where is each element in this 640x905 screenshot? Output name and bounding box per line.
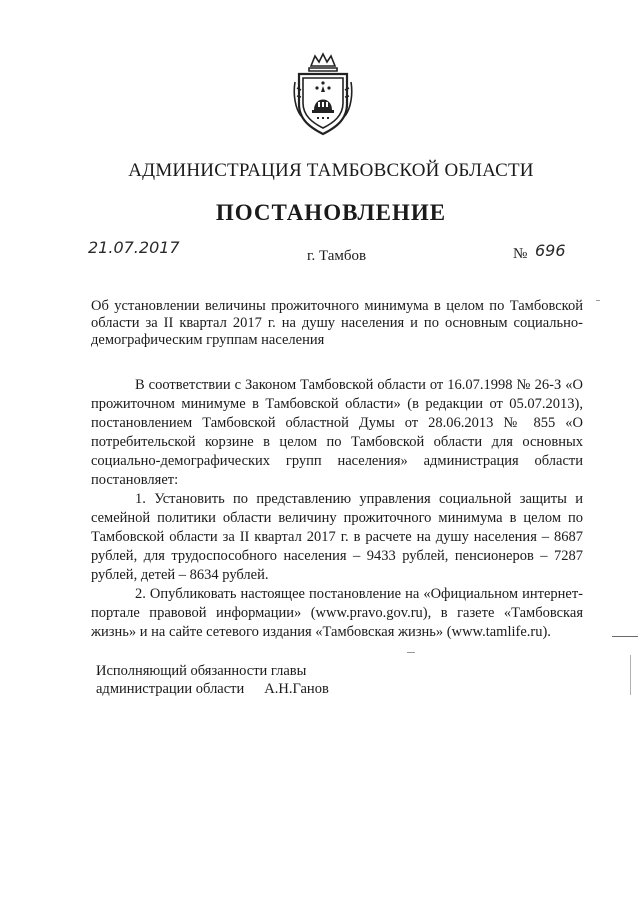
signatory-name: А.Н.Ганов <box>264 681 329 697</box>
item-1-paragraph: 1. Установить по представлению управления социальной защиты и семейной политики области величину прожиточного минимума в целом по Тамбовской области за II квартал 2017 г. в расчете на душу населения – 8687 рублей, для трудоспособного населения – 9433 рублей, пенсионеров – 7287 рублей, детей – 8634 рублей. <box>91 491 583 583</box>
document-city: г. Тамбов <box>307 248 367 264</box>
scan-mark <box>630 655 631 695</box>
signatory-position-line2 <box>96 680 396 698</box>
scan-mark <box>596 300 600 301</box>
document-type: ПОСТАНОВЛЕНИЕ <box>215 200 447 225</box>
preamble-paragraph: В соответствии с Законом Тамбовской области от 16.07.1998 № 26-З «О прожиточном минимуме в Тамбовской области» (в редакции от 05.07.2013), постановлением Тамбовской областной Думы от 28.06.2013 № 855 «О потребительской корзине в целом по Тамбовской области для основных социально-демографических групп населения» администрация области постановляет: <box>91 377 583 488</box>
signature-block <box>96 662 396 698</box>
document-body <box>91 376 583 642</box>
signatory-position-text: администрации области <box>96 681 245 697</box>
document-number: 696 <box>535 241 566 260</box>
scan-mark <box>407 652 415 653</box>
number-sign: № <box>513 246 528 262</box>
scan-mark <box>612 636 638 637</box>
signatory-position-line1: Исполняющий обязанности главы <box>96 663 307 679</box>
item-2-paragraph: 2. Опубликовать настоящее постановление на «Официальном интернет-портале правовой информации» (www.pravo.gov.ru), в газете «Тамбовская жизнь» и на сайте сетевого издания «Тамбовская жизнь» (www.tamlife.ru). <box>91 586 583 640</box>
coat-of-arms-icon <box>293 52 353 136</box>
document-date: 21.07.2017 <box>88 238 180 257</box>
document-title: Об установлении величины прожиточного минимума в целом по Тамбовской области за II квартал 2017 г. на душу населения и по основным социально-демографическим группам населения <box>91 298 583 348</box>
organization-name: АДМИНИСТРАЦИЯ ТАМБОВСКОЙ ОБЛАСТИ <box>128 160 534 181</box>
